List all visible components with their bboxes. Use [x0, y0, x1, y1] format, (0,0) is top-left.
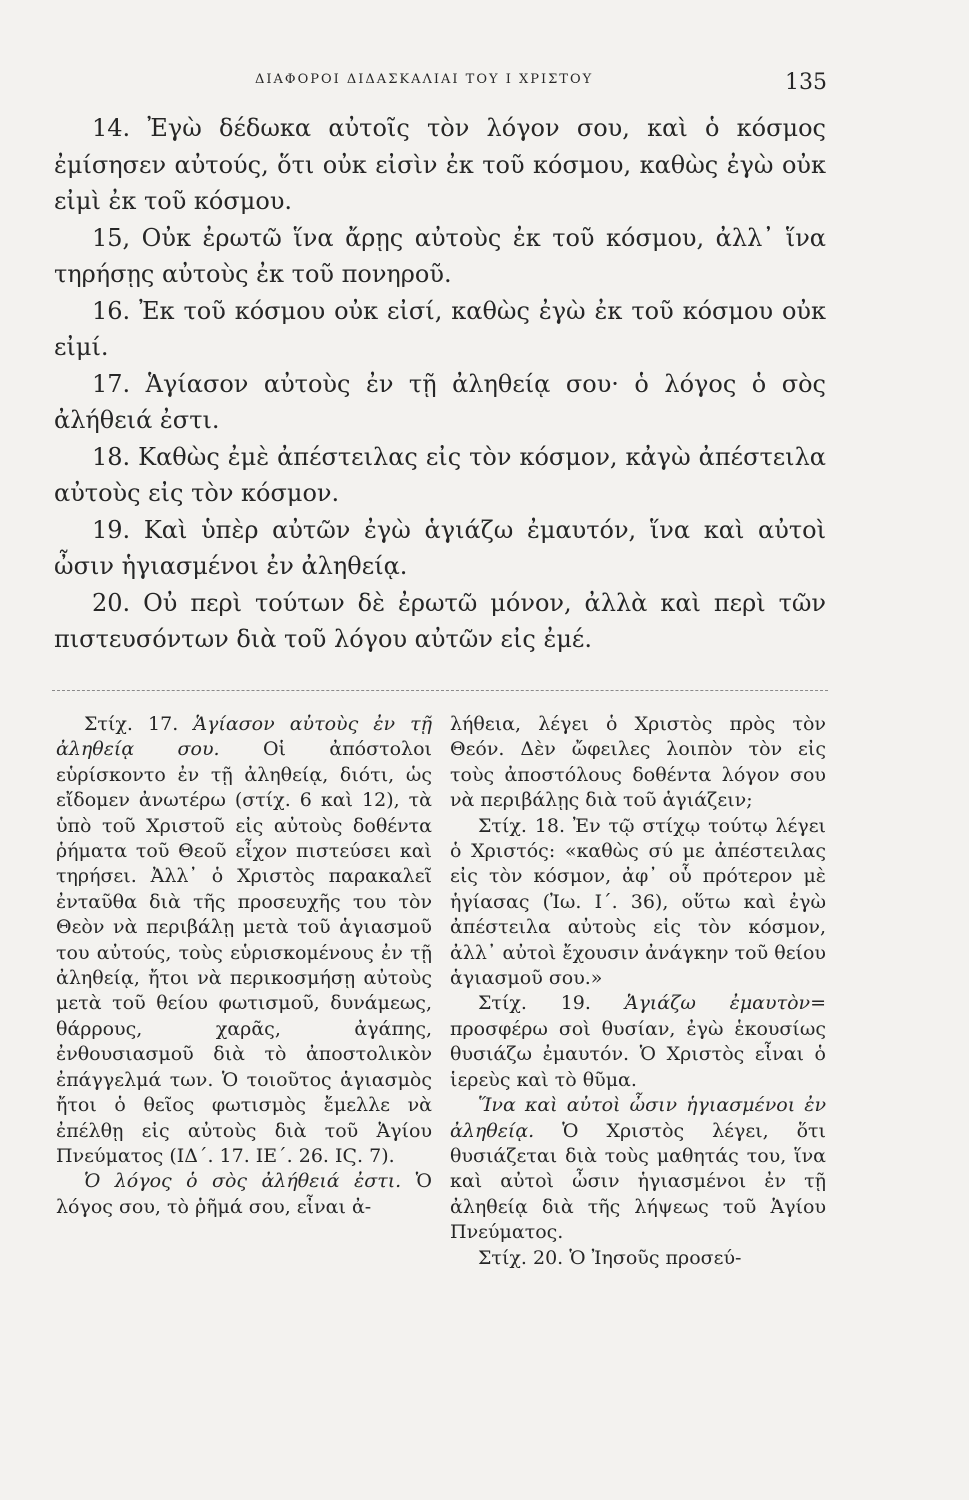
commentary — [56, 712, 826, 1271]
note-text: Ἐν τῷ στίχῳ τούτῳ λέγει ὁ Χριστός: «καθὼς σύ με ἀπέστειλας εἰς τὸν κόσμον, ἀφ᾽ οὗ πρότερον μὲ ἡγίασας (Ἰω. Ι΄. 36), οὕτω καὶ ἐγὼ ἀπέστειλα αὐτοὺς εἰς τὸν κόσμον, ἀλλ᾽ αὐτοὶ ἔχουσιν ἀνάγκην τοῦ θείου ἁγιασμοῦ σου.» — [450, 814, 827, 990]
note-text: Ὁ Ἰησοῦς προσεύ- — [569, 1246, 742, 1269]
verse-15: 15, Οὐκ ἐρωτῶ ἵνα ἄρῃς αὐτοὺς ἐκ τοῦ κόσμου, ἀλλ᾽ ἵνα τηρήσῃς αὐτοὺς ἐκ τοῦ πονηροῦ. — [54, 223, 826, 288]
verse-16: 16. Ἐκ τοῦ κόσμου οὐκ εἰσί, καθὼς ἐγὼ ἐκ τοῦ κόσμου οὐκ εἰμί. — [54, 296, 826, 361]
verse-18: 18. Καθὼς ἐμὲ ἀπέστειλας εἰς τὸν κόσμον, κἀγὼ ἀπέστειλα αὐτοὺς εἰς τὸν κόσμον. — [54, 442, 826, 507]
note-text: Ὁ λόγος σου, τὸ ῥῆμά σου, εἶναι ἀ- — [56, 1170, 432, 1218]
section-divider — [52, 690, 828, 691]
note-text: λήθεια, λέγει ὁ Χριστὸς πρὸς τὸν Θεόν. Δὲν ὤφειλες λοιπὸν τὸν εἰς τοὺς ἀποστόλους δοθέντα λόγον σου νὰ περιβάλῃς διὰ τοῦ ἁγιάζειν; — [450, 713, 826, 812]
verse-14: 14. Ἐγὼ δέδωκα αὐτοῖς τὸν λόγον σου, καὶ ὁ κόσμος ἐμίσησεν αὐτούς, ὅτι οὐκ εἰσὶν ἐκ τοῦ κόσμου, καθὼς ἐγὼ οὐκ εἰμὶ ἐκ τοῦ κόσμου. — [54, 114, 826, 215]
page-number: 135 — [785, 70, 827, 95]
commentary-left-column — [56, 712, 432, 1271]
verse-20: 20. Οὐ περὶ τούτων δὲ ἐρωτῶ μόνον, ἀλλὰ καὶ περὶ τῶν πιστευσόντων διὰ τοῦ λόγου αὐτῶν εἰς ἐμέ. — [54, 588, 826, 653]
commentary-right-column — [450, 712, 826, 1271]
verse-19: 19. Καὶ ὑπὲρ αὐτῶν ἐγὼ ἁγιάζω ἐμαυτόν, ἵνα καὶ αὐτοὶ ὦσιν ἡγιασμένοι ἐν ἀληθείᾳ. — [54, 515, 826, 580]
scripture-text — [54, 110, 826, 658]
note-ref: Στίχ. 20. — [478, 1246, 564, 1269]
note-ref: Στίχ. 18. — [478, 814, 566, 837]
running-title: ΔΙΑΦΟΡΟΙ ΔΙΔΑΣΚΑΛΙΑΙ ΤΟΥ Ι ΧΡΙΣΤΟΥ — [255, 72, 594, 87]
note-quote: Ἁγιάζω ἐμαυτὸν — [624, 992, 811, 1015]
note-verse-17 — [56, 712, 432, 1169]
note-verse-17-end — [450, 712, 826, 814]
note-verse-19 — [450, 991, 826, 1093]
note-text: = προσφέρω σοὶ θυσίαν, ἐγὼ ἑκουσίως θυσιάζω ἐμαυτόν. Ὁ Χριστὸς εἶναι ὁ ἱερεὺς καὶ τὸ θῦμα. — [450, 992, 826, 1091]
note-ref: Στίχ. 17. — [84, 713, 179, 735]
note-ref: Στίχ. 19. — [478, 992, 591, 1015]
note-verse-19-cont — [450, 1093, 826, 1245]
note-text: Οἱ ἀπόστολοι εὑρίσκοντο ἐν τῇ ἀληθείᾳ, διότι, ὡς εἴδομεν ἀνωτέρω (στίχ. 6 καὶ 12), τὰ ὑπὸ τοῦ Χριστοῦ εἰς αὐτοὺς δοθέντα ῥήματα τοῦ Θεοῦ εἶχον πιστεύσει καὶ τηρήσει. Ἀλλ᾽ ὁ Χριστὸς παρακαλεῖ ἐνταῦθα διὰ τῆς προσευχῆς του τὸν Θεὸν νὰ περιβάλῃ μετὰ τοῦ ἁγιασμοῦ του αὐτούς, τοὺς εὑρισκομένους ἐν τῇ ἀληθείᾳ, ἤτοι νὰ περικοσμήσῃ αὐτοὺς μετὰ τοῦ θείου φωτισμοῦ, δυνάμεως, θάρρους, χαρᾶς, ἀγάπης, ἐνθουσιασμοῦ διὰ τὸ ἀποστολικὸν ἐπάγγελμά των. Ὁ τοιοῦτος ἁγιασμὸς ἤτοι ὁ θεῖος φωτισμὸς ἔμελλε νὰ ἐπέλθῃ εἰς αὐτοὺς διὰ τοῦ Ἁγίου Πνεύματος (ΙΔ΄. 17. ΙΕ΄. 26. ΙϚ. 7). — [56, 738, 432, 1167]
note-verse-17-cont — [56, 1169, 432, 1220]
note-verse-20 — [450, 1246, 826, 1271]
note-quote: Ἵνα καὶ αὐτοὶ ὦσιν ἡγιασμένοι ἐν ἀληθείᾳ. — [450, 1094, 826, 1142]
note-quote: Ὁ λόγος ὁ σὸς ἀλήθειά ἐστι. — [84, 1170, 402, 1193]
verse-17: 17. Ἁγίασον αὐτοὺς ἐν τῇ ἀληθείᾳ σου· ὁ λόγος ὁ σὸς ἀλήθειά ἐστι. — [54, 369, 826, 434]
note-verse-18 — [450, 814, 826, 992]
note-quote: Ἁγίασον αὐτοὺς ἐν τῇ ἀληθείᾳ σου. — [56, 713, 432, 761]
note-text: Ὁ Χριστὸς λέγει, ὅτι θυσιάζεται διὰ τοὺς μαθητάς του, ἵνα καὶ αὐτοὶ ὦσιν ἡγιασμένοι ἐν τῇ ἀληθείᾳ διὰ τῆς λήψεως τοῦ Ἁγίου Πνεύματος. — [450, 1119, 826, 1244]
